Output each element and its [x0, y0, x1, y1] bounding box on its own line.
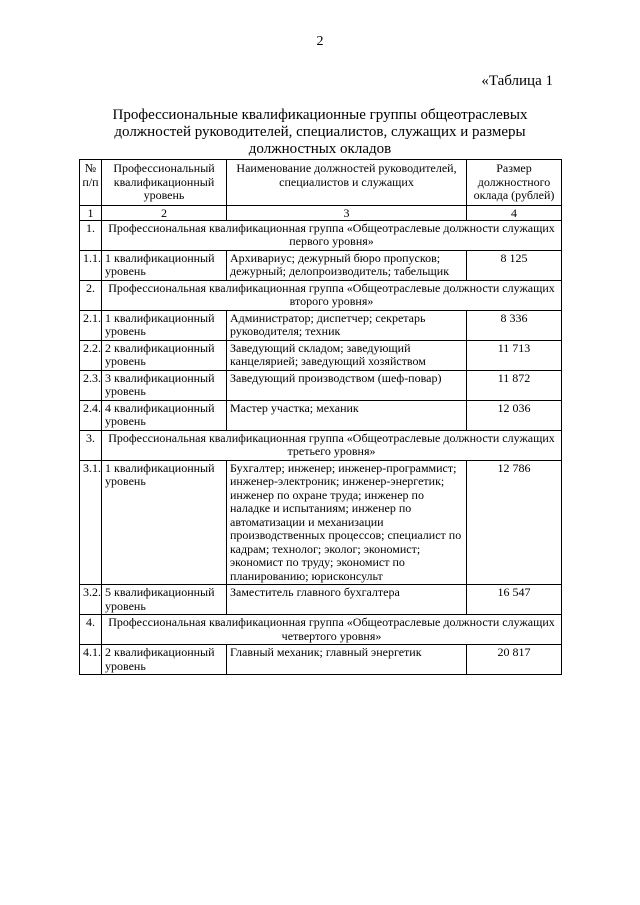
position-names: Заведующий складом; заведующий канцелярией; заведующий хозяйством	[227, 340, 467, 370]
column-index: 4	[467, 205, 562, 220]
position-names: Администратор; диспетчер; секретарь руководителя; техник	[227, 310, 467, 340]
salary-value: 11 713	[467, 340, 562, 370]
group-row	[80, 220, 562, 250]
group-number: 1.	[80, 220, 102, 250]
row-number: 3.1.	[80, 460, 102, 585]
table-row	[80, 400, 562, 430]
position-names: Заместитель главного бухгалтера	[227, 585, 467, 615]
header-salary: Размер должностного оклада (рублей)	[467, 160, 562, 206]
salary-value: 20 817	[467, 645, 562, 675]
table-row	[80, 585, 562, 615]
table-caption: «Таблица 1	[481, 73, 553, 89]
column-index: 2	[102, 205, 227, 220]
group-title: Профессиональная квалификационная группа «Общеотраслевые должности служащих третьего уровня»	[102, 430, 562, 460]
group-title: Профессиональная квалификационная группа «Общеотраслевые должности служащих четвертого уровня»	[102, 615, 562, 645]
row-number: 2.4.	[80, 400, 102, 430]
group-title: Профессиональная квалификационная группа «Общеотраслевые должности служащих второго уровня»	[102, 280, 562, 310]
column-index-row	[80, 205, 562, 220]
salary-value: 8 125	[467, 250, 562, 280]
header-level: Профессиональный квалификационный уровень	[102, 160, 227, 206]
qualification-level: 5 квалификационный уровень	[102, 585, 227, 615]
row-number: 2.3.	[80, 370, 102, 400]
position-names: Главный механик; главный энергетик	[227, 645, 467, 675]
qualification-level: 3 квалификационный уровень	[102, 370, 227, 400]
qualification-level: 4 квалификационный уровень	[102, 400, 227, 430]
table-row	[80, 645, 562, 675]
row-number: 3.2.	[80, 585, 102, 615]
position-names: Заведующий производством (шеф-повар)	[227, 370, 467, 400]
group-number: 2.	[80, 280, 102, 310]
position-names: Мастер участка; механик	[227, 400, 467, 430]
group-title: Профессиональная квалификационная группа «Общеотраслевые должности служащих первого уровня»	[102, 220, 562, 250]
header-positions: Наименование должностей руководителей, специалистов и служащих	[227, 160, 467, 206]
salary-value: 12 036	[467, 400, 562, 430]
group-number: 3.	[80, 430, 102, 460]
table-row	[80, 340, 562, 370]
group-number: 4.	[80, 615, 102, 645]
group-row	[80, 430, 562, 460]
row-number: 1.1.	[80, 250, 102, 280]
table-row	[80, 310, 562, 340]
salary-value: 12 786	[467, 460, 562, 585]
row-number: 2.2.	[80, 340, 102, 370]
salary-value: 11 872	[467, 370, 562, 400]
qualification-level: 1 квалификационный уровень	[102, 460, 227, 585]
group-row	[80, 615, 562, 645]
row-number: 4.1.	[80, 645, 102, 675]
qualification-level: 2 квалификационный уровень	[102, 340, 227, 370]
table-row	[80, 250, 562, 280]
position-names: Бухгалтер; инженер; инженер-программист; инженер-электроник; инженер-энергетик; инженер по охране труда; инженер по наладке и испытаниям; инженер по автоматизации и механизации производственных процессов; специалист по кадрам; технолог; эколог; экономист; экономист по труду; экономист по планированию; юрисконсульт	[227, 460, 467, 585]
salary-value: 16 547	[467, 585, 562, 615]
table-row	[80, 460, 562, 585]
group-row	[80, 280, 562, 310]
column-index: 3	[227, 205, 467, 220]
table-row	[80, 370, 562, 400]
table-title: Профессиональные квалификационные группы общеотраслевых должностей руководителей, специалистов, служащих и размеры должностных окладов	[112, 107, 528, 157]
qualification-level: 2 квалификационный уровень	[102, 645, 227, 675]
header-row	[80, 160, 562, 206]
qualification-level: 1 квалификационный уровень	[102, 250, 227, 280]
page-number: 2	[316, 34, 324, 49]
header-num: № п/п	[80, 160, 102, 206]
position-names: Архивариус; дежурный бюро пропусков; дежурный; делопроизводитель; табельщик	[227, 250, 467, 280]
qualification-level: 1 квалификационный уровень	[102, 310, 227, 340]
salary-table	[79, 159, 562, 675]
row-number: 2.1.	[80, 310, 102, 340]
column-index: 1	[80, 205, 102, 220]
salary-value: 8 336	[467, 310, 562, 340]
